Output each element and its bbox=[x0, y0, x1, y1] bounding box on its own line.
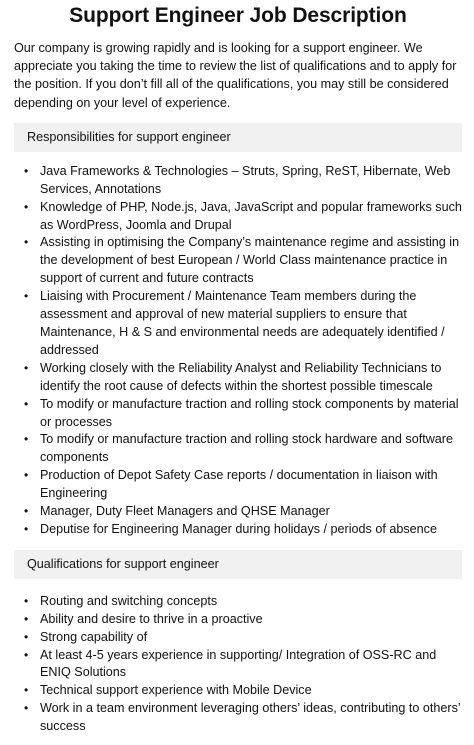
list-item bbox=[14, 396, 462, 432]
list-item bbox=[14, 431, 462, 467]
list-item-text: Assisting in optimising the Company’s maintenance regime and assisting in the development of best European / World Class maintenance practice in support of current and future contracts bbox=[40, 235, 460, 286]
list-item bbox=[14, 360, 462, 396]
qualifications-list bbox=[14, 593, 462, 736]
list-item-text: Production of Depot Safety Case reports / documentation in liaison with Engineering bbox=[40, 468, 438, 501]
list-item bbox=[14, 593, 462, 611]
list-item bbox=[14, 199, 462, 235]
list-item-text: Technical support experience with Mobile Device bbox=[40, 683, 312, 698]
list-item bbox=[14, 288, 462, 360]
bullet-icon: • bbox=[24, 289, 29, 304]
bullet-icon: • bbox=[24, 432, 29, 447]
list-item bbox=[14, 629, 462, 647]
bullet-icon: • bbox=[24, 396, 29, 411]
list-item-text: Deputise for Engineering Manager during holidays / periods of absence bbox=[40, 521, 437, 536]
list-item bbox=[14, 521, 462, 539]
responsibilities-list bbox=[14, 163, 462, 539]
intro-paragraph: Our company is growing rapidly and is looking for a support engineer. We appreciate you taking the time to review the list of qualifications and to apply for the position. If you don’t fill all of the qualifications, you may still be considered depending on your level of experience. bbox=[14, 41, 457, 110]
list-item-text: Java Frameworks & Technologies – Struts, Spring, ReST, Hibernate, Web Services, Annotations bbox=[40, 163, 451, 196]
list-item-text: To modify or manufacture traction and rolling stock hardware and software components bbox=[40, 432, 453, 465]
list-item bbox=[14, 163, 462, 199]
list-item bbox=[14, 700, 462, 736]
bullet-icon: • bbox=[24, 593, 29, 608]
bullet-icon: • bbox=[24, 163, 29, 178]
list-item bbox=[14, 611, 462, 629]
list-item-text: Strong capability of bbox=[40, 629, 148, 644]
bullet-icon: • bbox=[24, 504, 29, 519]
list-item-text: Work in a team environment leveraging others’ ideas, contributing to others’ success bbox=[40, 701, 461, 734]
bullet-icon: • bbox=[24, 521, 29, 536]
page-title: Support Engineer Job Description bbox=[69, 4, 407, 27]
bullet-icon: • bbox=[24, 647, 29, 662]
list-item bbox=[14, 682, 462, 700]
bullet-icon: • bbox=[24, 235, 29, 250]
list-item-text: Knowledge of PHP, Node.js, Java, JavaScript and popular frameworks such as WordPress, Joomla and Drupal bbox=[40, 199, 462, 232]
list-item-text: Ability and desire to thrive in a proactive bbox=[40, 611, 263, 626]
bullet-icon: • bbox=[24, 629, 29, 644]
bullet-icon: • bbox=[24, 611, 29, 626]
bullet-icon: • bbox=[24, 468, 29, 483]
list-item-text: Routing and switching concepts bbox=[40, 593, 218, 608]
bullet-icon: • bbox=[24, 199, 29, 214]
bullet-icon: • bbox=[24, 701, 29, 716]
bullet-icon: • bbox=[24, 360, 29, 375]
list-item-text: Manager, Duty Fleet Managers and QHSE Manager bbox=[40, 504, 330, 519]
list-item bbox=[14, 647, 462, 683]
list-item bbox=[14, 234, 462, 288]
list-item-text: Working closely with the Reliability Analyst and Reliability Technicians to identify the root cause of defects within the shortest possible timescale bbox=[40, 360, 442, 393]
list-item-text: Liaising with Procurement / Maintenance Team members during the assessment and approval of new material suppliers to ensure that Maintenance, H & S and environmental needs are adequately identified / addressed bbox=[40, 289, 445, 357]
list-item-text: To modify or manufacture traction and rolling stock components by material or processes bbox=[40, 396, 459, 429]
responsibilities-heading: Responsibilities for support engineer bbox=[14, 123, 462, 152]
list-item-text: At least 4-5 years experience in supporting/ Integration of OSS-RC and ENIQ Solutions bbox=[40, 647, 437, 680]
list-item bbox=[14, 467, 462, 503]
list-item bbox=[14, 503, 462, 521]
qualifications-heading: Qualifications for support engineer bbox=[14, 550, 462, 579]
bullet-icon: • bbox=[24, 683, 29, 698]
